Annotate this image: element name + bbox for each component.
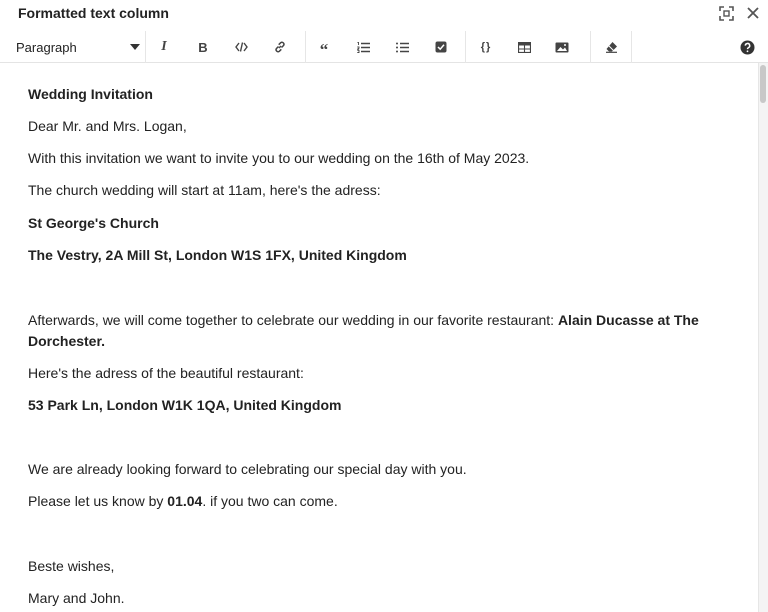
maximize-button[interactable]	[716, 3, 736, 23]
toolbar-separator	[590, 31, 591, 63]
maximize-icon	[719, 6, 734, 21]
close-button[interactable]	[743, 3, 763, 23]
table-button[interactable]	[513, 31, 535, 63]
afterwards-text: Afterwards, we will come together to celebrate our wedding in our favorite restaurant:	[28, 312, 558, 328]
ordered-list-button[interactable]	[352, 31, 374, 63]
rsvp-text-before: Please let us know by	[28, 493, 168, 509]
code-block-button[interactable]	[475, 31, 497, 63]
link-button[interactable]	[269, 31, 291, 63]
toolbar-separator	[305, 31, 306, 63]
restaurant-intro-paragraph: Here's the adress of the beautiful restaurant:	[28, 365, 304, 381]
looking-forward-paragraph: We are already looking forward to celebrating our special day with you.	[28, 461, 467, 477]
toolbar-separator	[465, 31, 466, 63]
bold-button[interactable]	[192, 31, 214, 63]
rsvp-text-after: . if you two can come.	[202, 493, 338, 509]
image-icon	[555, 42, 569, 53]
link-icon	[274, 41, 286, 53]
code-button[interactable]	[230, 31, 252, 63]
checklist-button[interactable]	[430, 31, 452, 63]
paragraph-style-label: Paragraph	[16, 39, 77, 55]
rsvp-date: 01.04	[167, 493, 203, 509]
bullet-list-button[interactable]	[391, 31, 413, 63]
blockquote-button[interactable]	[313, 31, 335, 63]
greeting-paragraph: Dear Mr. and Mrs. Logan,	[28, 118, 187, 134]
eraser-icon	[605, 41, 618, 53]
bold-icon: B	[198, 39, 208, 55]
toolbar-separator	[631, 31, 632, 63]
code-block-icon: {}	[480, 41, 492, 53]
caret-down-icon	[130, 44, 140, 50]
table-icon	[518, 42, 531, 53]
italic-icon: I	[161, 39, 167, 54]
code-icon	[235, 42, 248, 52]
church-intro-paragraph: The church wedding will start at 11am, here's the adress:	[28, 182, 381, 198]
document-heading: Wedding Invitation	[28, 86, 153, 102]
church-name: St George's Church	[28, 215, 159, 231]
toolbar-separator	[145, 31, 146, 63]
image-button[interactable]	[551, 31, 573, 63]
church-address: The Vestry, 2A Mill St, London W1S 1FX, United Kingdom	[28, 247, 407, 263]
help-icon	[740, 40, 755, 55]
ordered-list-icon	[357, 42, 370, 53]
paragraph-style-select[interactable]	[16, 31, 140, 63]
clear-formatting-button[interactable]	[600, 31, 622, 63]
italic-button[interactable]	[153, 31, 175, 63]
restaurant-name: Alain Ducasse at The Dorchester.	[28, 312, 699, 349]
scrollbar-track[interactable]	[758, 63, 768, 612]
intro-paragraph: With this invitation we want to invite you to our wedding on the 16th of May 2023.	[28, 150, 530, 166]
dialog-titlebar	[0, 0, 768, 27]
signature-paragraph: Mary and John.	[28, 590, 125, 606]
blockquote-icon: “	[319, 39, 329, 59]
dialog-title: Formatted text column	[18, 5, 169, 21]
bullet-list-icon	[396, 42, 409, 53]
help-button[interactable]	[738, 31, 756, 63]
restaurant-address: 53 Park Ln, London W1K 1QA, United Kingdom	[28, 397, 342, 413]
afterwards-paragraph	[28, 310, 728, 352]
closing-paragraph: Beste wishes,	[28, 558, 115, 574]
rsvp-paragraph	[28, 491, 728, 512]
formatting-toolbar	[0, 31, 768, 63]
close-icon	[747, 7, 759, 19]
checkbox-icon	[435, 41, 447, 53]
scrollbar-thumb[interactable]	[760, 65, 766, 103]
